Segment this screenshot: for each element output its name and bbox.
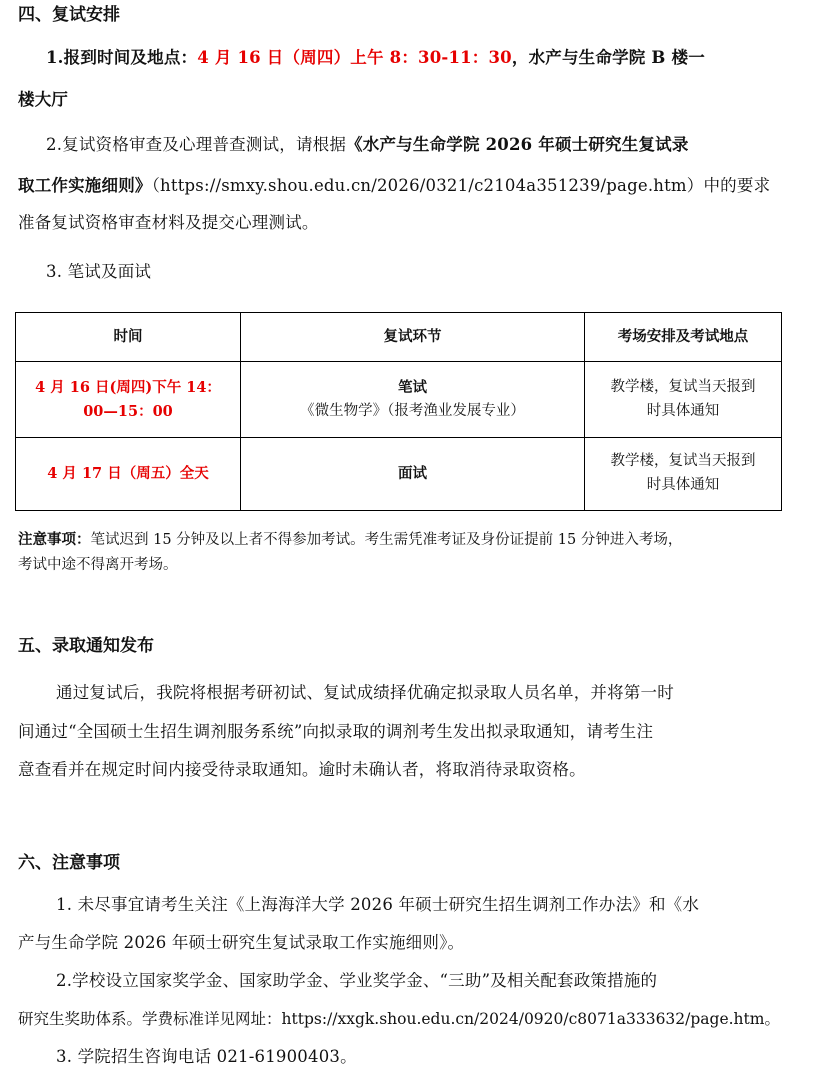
exam-note-label: 注意事项：	[18, 531, 91, 548]
rules-title-cont: 取工作实施细则》	[18, 176, 152, 195]
exam-note-line-1	[18, 531, 682, 549]
rules-title: 《水产与生命学院 2026 年硕士研究生复试录	[346, 135, 689, 154]
written-exam-time	[16, 362, 241, 438]
table-header-venue: 考场安排及考试地点	[585, 313, 782, 362]
rules-url: （https://smxy.shou.edu.cn/2026/0321/c2104a351239/page.htm）中的要求	[151, 176, 771, 195]
admission-line-1: 通过复试后，我院将根据考研初试、复试成绩择优确定拟录取人员名单，并将第一时	[56, 683, 674, 702]
checkin-place: ，水产与生命学院 B 楼一	[511, 48, 705, 67]
interview-name: 面试	[398, 465, 427, 483]
notes-item1-line-2: 产与生命学院 2026 年硕士研究生复试录取工作实施细则》。	[18, 933, 465, 952]
notes-item2-line-2: 研究生奖助体系。学费标准详见网址：https://xxgk.shou.edu.cn/2024/0920/c8071a333632/page.htm。	[18, 1010, 780, 1028]
interview-venue-a: 教学楼，复试当天报到	[610, 453, 756, 470]
table-row	[16, 438, 782, 511]
checkin-label: 1.报到时间及地点：	[46, 48, 198, 67]
section-heading-admission: 五、录取通知发布	[18, 636, 154, 656]
section-heading-schedule: 四、复试安排	[18, 5, 120, 25]
written-venue-a: 教学楼，复试当天报到	[610, 378, 756, 395]
checkin-time: 4 月 16 日（周四）上午 8：30-11：30	[197, 48, 512, 67]
table-header-stage: 复试环节	[241, 313, 585, 362]
written-exam-time-b: 00—15：00	[83, 402, 173, 420]
table-header-time: 时间	[16, 313, 241, 362]
written-exam-stage	[241, 362, 585, 438]
section-heading-notes: 六、注意事项	[18, 853, 120, 873]
table-row	[16, 362, 782, 438]
exam-note-text: 笔试迟到 15 分钟及以上者不得参加考试。考生需凭准考证及身份证提前 15 分钟进入考场，	[90, 532, 683, 548]
schedule-table	[15, 312, 782, 511]
notes-item1-line-1: 1. 未尽事宜请考生关注《上海海洋大学 2026 年硕士研究生招生调剂工作办法》和《水	[56, 895, 700, 914]
notes-item2-line-1: 2.学校设立国家奖学金、国家助学金、学业奖学金、“三助”及相关配套政策措施的	[56, 971, 658, 990]
interview-venue	[585, 438, 782, 511]
qualification-line-3: 准备复试资格审查材料及提交心理测试。	[18, 213, 319, 232]
interview-time: 4 月 17 日（周五）全天	[16, 438, 241, 511]
interview-stage	[241, 438, 585, 511]
written-exam-venue	[585, 362, 782, 438]
written-exam-time-a: 4 月 16 日(周四)下午 14：	[35, 378, 221, 396]
written-exam-subject: 《微生物学》（报考渔业发展专业）	[300, 402, 525, 419]
checkin-place-cont: 楼大厅	[18, 90, 69, 109]
written-exam-name: 笔试	[398, 378, 427, 396]
exam-note-line-2: 考试中途不得离开考场。	[18, 557, 178, 573]
admission-line-3: 意查看并在规定时间内接受待录取通知。逾时未确认者，将取消待录取资格。	[18, 760, 586, 779]
notes-item3: 3. 学院招生咨询电话 021-61900403。	[56, 1047, 357, 1066]
written-oral-heading: 3. 笔试及面试	[46, 262, 152, 281]
qualification-text: 2.复试资格审查及心理普查测试，请根据	[46, 135, 347, 154]
checkin-line	[46, 48, 705, 68]
qualification-line-1	[46, 135, 689, 155]
admission-line-2: 间通过“全国硕士生招生调剂服务系统”向拟录取的调剂考生发出拟录取通知，请考生注	[18, 722, 654, 741]
table-header-row	[16, 313, 782, 362]
interview-venue-b: 时具体通知	[646, 477, 720, 493]
qualification-line-2	[18, 176, 770, 196]
written-venue-b: 时具体通知	[646, 402, 720, 419]
